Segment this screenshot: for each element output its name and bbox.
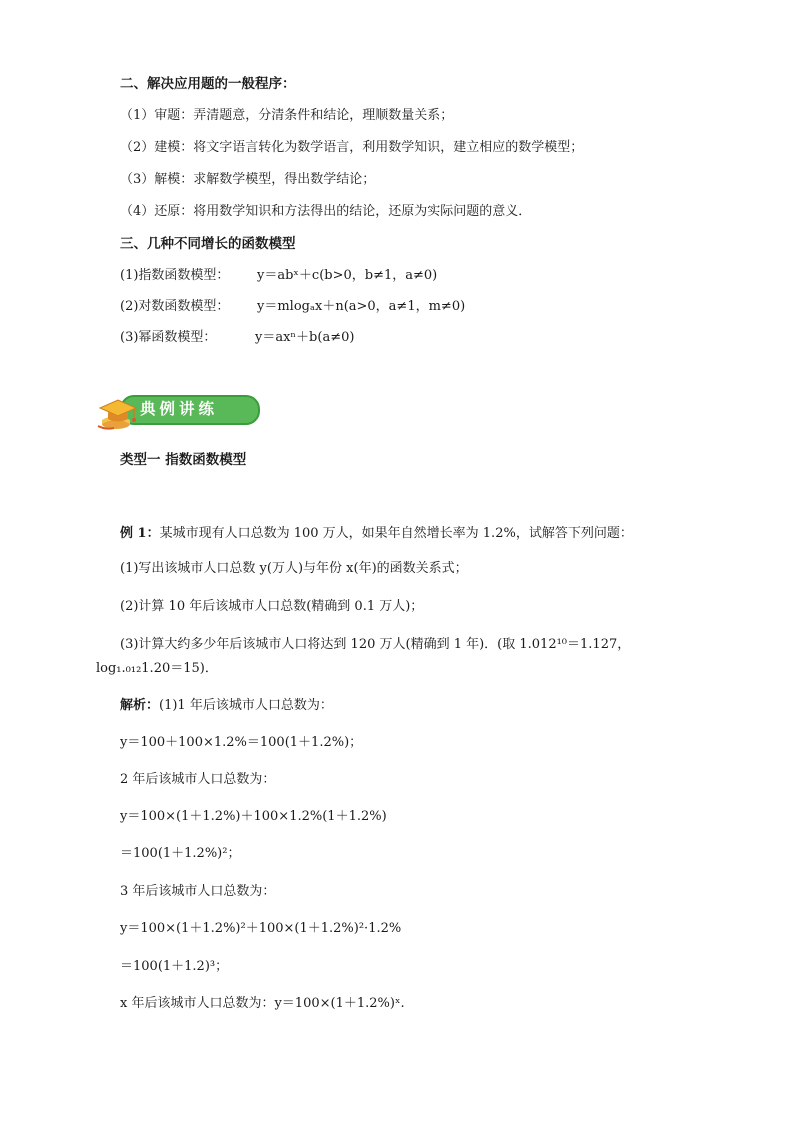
step-1: （1）审题：弄清题意，分清条件和结论，理顺数量关系； (120, 108, 454, 123)
model-formula: y＝mlogₐx＋n(a>0，a≠1，m≠0) (257, 299, 466, 314)
solution-line-6: 3 年后该城市人口总数为： (120, 884, 276, 899)
step-3: （3）解模：求解数学模型，得出数学结论； (120, 172, 376, 187)
graduation-cap-icon (96, 388, 144, 434)
example1-q1: (1)写出该城市人口总数 y(万人)与年份 x(年)的函数关系式； (120, 561, 468, 576)
model-formula: y＝axⁿ＋b(a≠0) (255, 330, 355, 345)
example1-stem (120, 525, 633, 543)
model-power (120, 329, 354, 347)
banner-title: 典例讲练 (140, 400, 219, 418)
step-4: （4）还原：将用数学知识和方法得出的结论，还原为实际问题的意义． (120, 204, 532, 219)
model-label: (3)幂函数模型： (120, 330, 217, 345)
example1-q3-line2: log₁.₀₁₂1.20＝15)． (96, 661, 218, 676)
model-logarithmic (120, 298, 465, 316)
solution-label: 解析： (120, 698, 160, 713)
type1-title: 类型一 指数函数模型 (120, 452, 247, 468)
solution-line-7: y＝100×(1＋1.2%)²＋100×(1＋1.2%)²·1.2% (120, 921, 402, 936)
section3-title: 三、几种不同增长的函数模型 (120, 236, 296, 252)
model-exponential (120, 267, 437, 285)
solution-line-8: ＝100(1＋1.2)³； (120, 959, 229, 974)
solution-line-9: x 年后该城市人口总数为：y＝100×(1＋1.2%)ˣ. (120, 996, 405, 1011)
example1-q2: (2)计算 10 年后该城市人口总数(精确到 0.1 万人)； (120, 599, 424, 614)
example-label: 例 1： (120, 526, 160, 541)
section2-title: 二、解决应用题的一般程序： (120, 76, 296, 92)
solution-line-4: y＝100×(1＋1.2%)＋100×1.2%(1＋1.2%) (120, 809, 387, 824)
solution-text: (1)1 年后该城市人口总数为： (159, 698, 333, 713)
solution-line-5: ＝100(1＋1.2%)²； (120, 846, 241, 861)
solution-line-3: 2 年后该城市人口总数为： (120, 772, 276, 787)
model-label: (1)指数函数模型： (120, 268, 230, 283)
example1-q3-line1: (3)计算大约多少年后该城市人口将达到 120 万人(精确到 1 年)．(取 1.012¹⁰＝1.127， (120, 637, 631, 652)
model-formula: y＝abˣ＋c(b>0，b≠1，a≠0) (257, 268, 438, 283)
examples-banner (96, 388, 261, 434)
example-stem-text: 某城市现有人口总数为 100 万人，如果年自然增长率为 1.2%，试解答下列问题： (159, 526, 633, 541)
step-2: （2）建模：将文字语言转化为数学语言，利用数学知识，建立相应的数学模型； (120, 140, 584, 155)
model-label: (2)对数函数模型： (120, 299, 230, 314)
solution-line-2: y＝100＋100×1.2%＝100(1＋1.2%)； (120, 735, 363, 750)
solution-line-1 (120, 697, 333, 715)
